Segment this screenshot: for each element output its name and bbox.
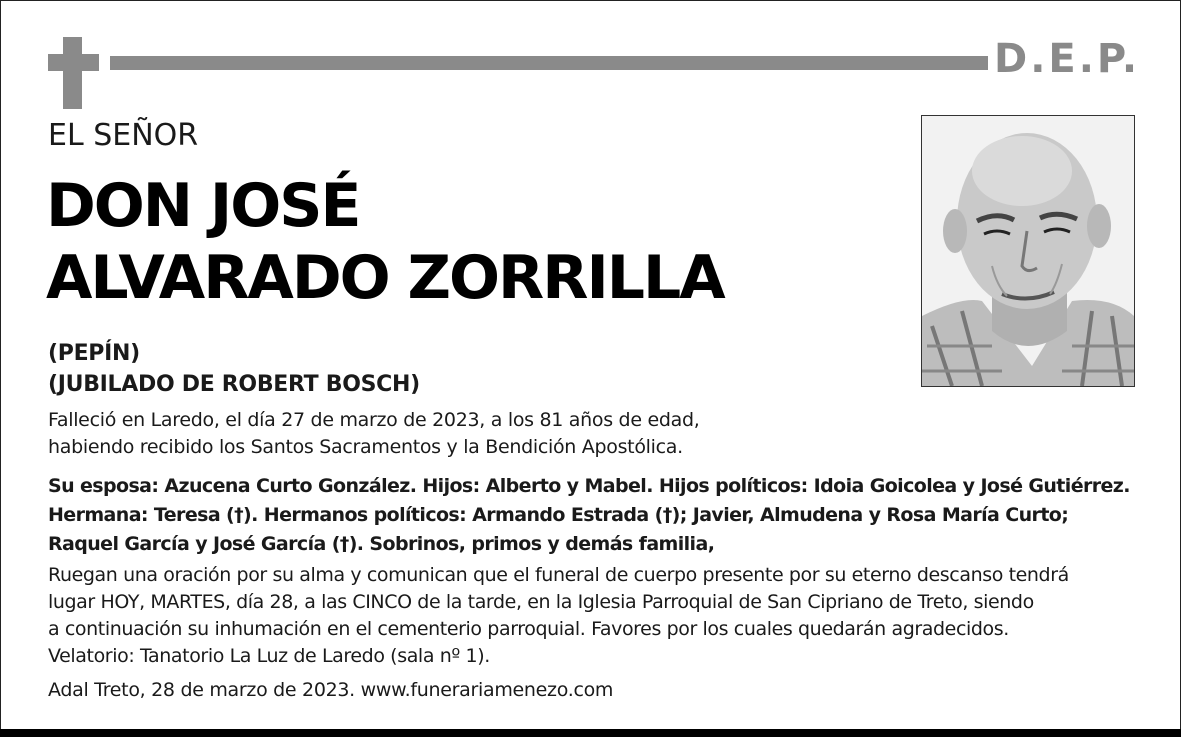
cross-icon-arm: [48, 54, 99, 71]
bottom-bar: [0, 729, 1181, 737]
portrait-photo: [921, 115, 1135, 387]
nickname: (PEPÍN): [48, 341, 140, 366]
footer-signature: Adal Treto, 28 de marzo de 2023. www.funerariamenezo.com: [48, 679, 614, 701]
funeral-details: [48, 562, 1158, 670]
family-line: Su esposa: Azucena Curto González. Hijos: Alberto y Mabel. Hijos políticos: Idoia Goicolea y José Gutiérrez.: [48, 475, 1130, 497]
funeral-line: lugar HOY, MARTES, día 28, a las CINCO de la tarde, en la Iglesia Parroquial de San Cipriano de Treto, siendo: [48, 591, 1034, 613]
header-rule: [110, 56, 988, 70]
death-notice-line: habiendo recibido los Santos Sacramentos y la Bendición Apostólica.: [48, 436, 683, 458]
family-line: Hermana: Teresa (†). Hermanos políticos: Armando Estrada (†); Javier, Almudena y Rosa María Curto;: [48, 504, 1069, 526]
cross-icon: [63, 37, 82, 109]
funeral-line: Ruegan una oración por su alma y comunican que el funeral de cuerpo presente por su eterno descanso tendrá: [48, 564, 1069, 586]
title-prefix: EL SEÑOR: [48, 118, 199, 153]
family-list: [48, 472, 1148, 559]
family-line: Raquel García y José García (†). Sobrinos, primos y demás familia,: [48, 533, 715, 555]
name-line-2: ALVARADO ZORRILLA: [46, 243, 724, 313]
portrait-icon: [922, 116, 1134, 386]
death-notice-line: Falleció en Laredo, el día 27 de marzo de 2023, a los 81 años de edad,: [48, 409, 700, 431]
deceased-name: [46, 170, 724, 314]
dep-label: D.E.P.: [994, 36, 1141, 82]
death-notice: [48, 407, 699, 461]
name-line-1: DON JOSÉ: [46, 171, 360, 241]
occupation: (JUBILADO DE ROBERT BOSCH): [48, 372, 420, 397]
nicknames: [48, 338, 420, 400]
funeral-line: Velatorio: Tanatorio La Luz de Laredo (sala nº 1).: [48, 645, 490, 667]
funeral-line: a continuación su inhumación en el cementerio parroquial. Favores por los cuales quedarán agradecidos.: [48, 618, 1009, 640]
